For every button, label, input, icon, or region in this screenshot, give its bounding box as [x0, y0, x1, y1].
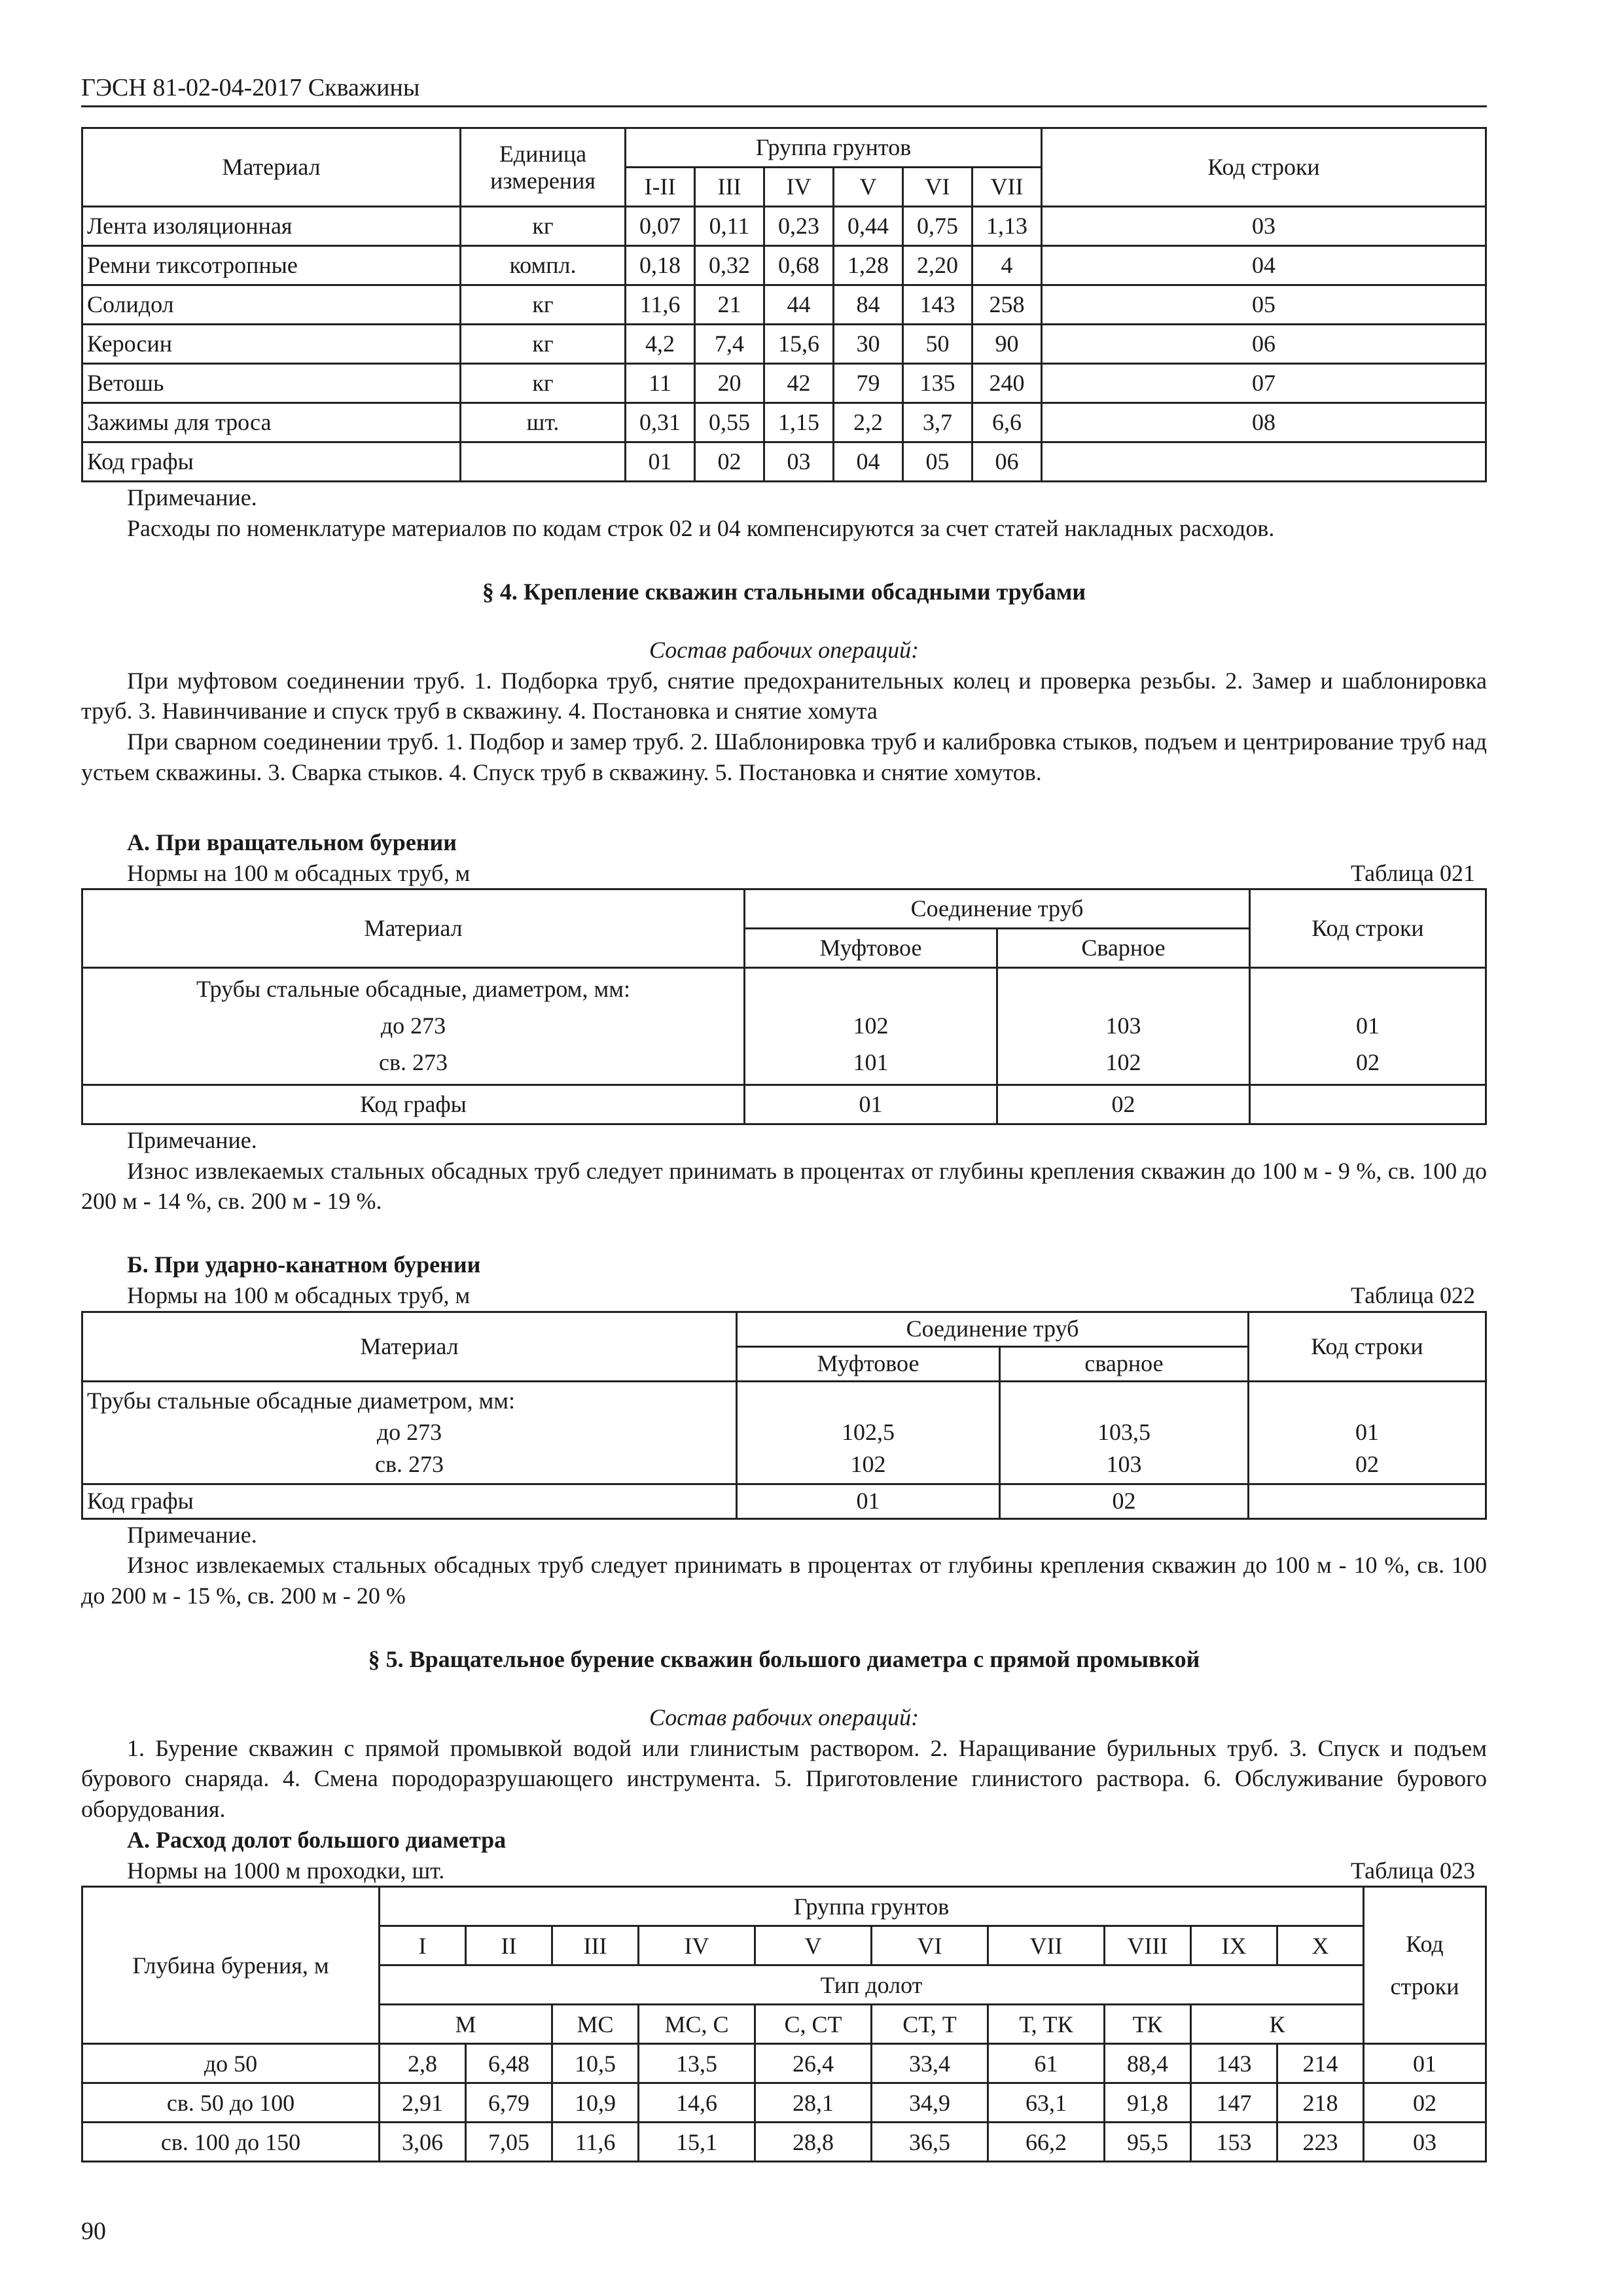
- group-header: I: [380, 1926, 466, 1965]
- cell: 06: [972, 442, 1042, 482]
- group-header: III: [552, 1926, 639, 1965]
- cell: 0,44: [834, 207, 903, 246]
- cell: 03: [764, 442, 834, 482]
- row-unit: кг: [461, 325, 626, 364]
- cell: 6,48: [466, 2044, 552, 2083]
- group-header: IV: [639, 1926, 755, 1965]
- cell: 103: [1105, 1013, 1141, 1039]
- weld-values: [997, 968, 1250, 1085]
- bit-type: М: [380, 2005, 552, 2044]
- row-name: Лента изоляционная: [82, 207, 461, 246]
- cell: 102: [853, 1013, 889, 1039]
- group-header: II: [466, 1926, 552, 1965]
- cell: 04: [834, 442, 903, 482]
- table-row: [82, 285, 1486, 325]
- note-label: Примечание.: [127, 1126, 257, 1153]
- row-code: 05: [1042, 285, 1486, 325]
- cell: 01: [1355, 1419, 1379, 1446]
- cell: 61: [988, 2044, 1105, 2083]
- table-row: [82, 2083, 1486, 2123]
- cell: 01: [737, 1484, 1000, 1518]
- cell: 02: [997, 1085, 1250, 1124]
- row-head: Трубы стальные обсадные, диаметром, мм:: [196, 976, 631, 1003]
- group-header: VII: [988, 1926, 1105, 1965]
- row-name: Ремни тиксотропные: [82, 246, 461, 285]
- row-label: св. 273: [375, 1450, 444, 1477]
- cell: 63,1: [988, 2083, 1105, 2123]
- table-number: Таблица 023: [1351, 1857, 1475, 1884]
- row-unit: кг: [461, 207, 626, 246]
- cell: 11,6: [552, 2123, 639, 2162]
- cell: 0,18: [626, 246, 695, 285]
- row-head: Трубы стальные обсадные диаметром, мм:: [87, 1387, 516, 1414]
- empty-cell: [1250, 1085, 1486, 1124]
- section-title: § 5. Вращательное бурение скважин большого диаметра с прямой промывкой: [368, 1645, 1200, 1672]
- col-header-muft: Муфтовое: [737, 1346, 1000, 1381]
- bit-type: К: [1191, 2005, 1364, 2044]
- row-label: св. 50 до 100: [82, 2083, 380, 2123]
- page-number: 90: [81, 2217, 106, 2245]
- cell: 11,6: [626, 285, 695, 325]
- cell: 103,5: [1097, 1419, 1150, 1446]
- table-row: [82, 2044, 1486, 2083]
- row-code: 07: [1042, 364, 1486, 403]
- cell: 02: [695, 442, 764, 482]
- group-header: VII: [972, 168, 1042, 207]
- norms-row: [81, 1280, 1487, 1311]
- cell: 3,7: [903, 403, 972, 442]
- section-title: § 4. Крепление скважин стальными обсадными трубами: [482, 578, 1086, 605]
- cell: 01: [745, 1085, 997, 1124]
- cell: 143: [903, 285, 972, 325]
- cell: 135: [903, 364, 972, 403]
- row-name: Ветошь: [82, 364, 461, 403]
- table-row: [82, 246, 1486, 285]
- code-values: [1250, 968, 1486, 1085]
- cell: 02: [1355, 1450, 1379, 1477]
- table-row: [82, 325, 1486, 364]
- table-row: [82, 403, 1486, 442]
- table-022: [81, 1311, 1487, 1520]
- cell: 6,6: [972, 403, 1042, 442]
- col-header-weld: Сварное: [997, 929, 1250, 968]
- operations-title: Состав рабочих операций:: [649, 636, 919, 663]
- group-header: V: [834, 168, 903, 207]
- cell: 95,5: [1105, 2123, 1191, 2162]
- cell: 66,2: [988, 2123, 1105, 2162]
- col-header-weld: сварное: [1000, 1346, 1249, 1381]
- row-label: до 273: [376, 1419, 442, 1446]
- cell: 147: [1191, 2083, 1277, 2123]
- row-name: Солидол: [82, 285, 461, 325]
- cell: 0,75: [903, 207, 972, 246]
- bit-type: МС, С: [639, 2005, 755, 2044]
- cell: 44: [764, 285, 834, 325]
- subsection-title: А. Расход долот большого диаметра: [127, 1826, 507, 1853]
- cell: 79: [834, 364, 903, 403]
- cell: 0,32: [695, 246, 764, 285]
- row-label: св. 100 до 150: [82, 2123, 380, 2162]
- group-header: VI: [903, 168, 972, 207]
- subsection-title: А. При вращательном бурении: [127, 829, 457, 855]
- norms-row: [81, 858, 1487, 889]
- muft-values: [745, 968, 997, 1085]
- cell: 02: [1356, 1049, 1380, 1075]
- col-header-code: Код строки: [1249, 1312, 1486, 1381]
- row-unit: компл.: [461, 246, 626, 285]
- row-code: 02: [1364, 2083, 1486, 2123]
- cell: 2,8: [380, 2044, 466, 2083]
- cell: 4: [972, 246, 1042, 285]
- bit-type: С, СТ: [755, 2005, 872, 2044]
- cell: 13,5: [639, 2044, 755, 2083]
- page-header: ГЭСН 81-02-04-2017 Скважины: [81, 72, 1487, 107]
- cell: 34,9: [872, 2083, 988, 2123]
- paragraph: 1. Бурение скважин с прямой промывкой водой или глинистым раствором. 2. Наращивание бурильных труб. 3. Спуск и подъем бурового снаряда. 4. Смена породоразрушающего инструмента. 5. Приготовление глинистого раствора. 6. Обслуживание бурового оборудования.: [81, 1734, 1487, 1823]
- cell: 7,05: [466, 2123, 552, 2162]
- paragraph: При сварном соединении труб. 1. Подбор и замер труб. 2. Шаблонировка труб и калибровка стыков, подъем и центрирование труб над устьем скважины. 3. Сварка стыков. 4. Спуск труб в скважину. 5. Постановка и снятие хомутов.: [81, 728, 1487, 785]
- cell: 153: [1191, 2123, 1277, 2162]
- group-header: X: [1277, 1926, 1364, 1965]
- table-number: Таблица 022: [1351, 1282, 1475, 1308]
- note-text: Расходы по номенклатуре материалов по кодам строк 02 и 04 компенсируются за счет статей накладных расходов.: [127, 515, 1275, 542]
- cell: 10,9: [552, 2083, 639, 2123]
- row-code: 06: [1042, 325, 1486, 364]
- empty-cell: [1042, 442, 1486, 482]
- cell: 0,31: [626, 403, 695, 442]
- note-text: Износ извлекаемых стальных обсадных труб следует принимать в процентах от глубины крепления скважин до 100 м - 9 %, св. 100 до 200 м - 14 %, св. 200 м - 19 %.: [81, 1157, 1487, 1215]
- cell: 28,1: [755, 2083, 872, 2123]
- cell: 15,1: [639, 2123, 755, 2162]
- cell: 240: [972, 364, 1042, 403]
- weld-values: [1000, 1381, 1249, 1484]
- bit-type-header: Тип долот: [380, 1965, 1364, 2005]
- cell: 6,79: [466, 2083, 552, 2123]
- col-header-muft: Муфтовое: [745, 929, 997, 968]
- cell: 0,68: [764, 246, 834, 285]
- col-header-code-text: Код строки: [1390, 1931, 1459, 2000]
- table-023: [81, 1886, 1487, 2162]
- cell: 26,4: [755, 2044, 872, 2083]
- cell: 1,15: [764, 403, 834, 442]
- group-header: IV: [764, 168, 834, 207]
- row-name: Керосин: [82, 325, 461, 364]
- table-row: [82, 968, 1486, 1085]
- cell: 90: [972, 325, 1042, 364]
- bit-type: Т, ТК: [988, 2005, 1105, 2044]
- row-label: до 50: [82, 2044, 380, 2083]
- page: [81, 72, 1487, 2162]
- col-header-joint: Соединение труб: [737, 1312, 1249, 1346]
- cell: 11: [626, 364, 695, 403]
- col-header-material: Материал: [82, 128, 461, 207]
- note-label: Примечание.: [127, 484, 257, 511]
- empty-cell: [1249, 1484, 1486, 1518]
- cell: 50: [903, 325, 972, 364]
- cell: 21: [695, 285, 764, 325]
- cell: 42: [764, 364, 834, 403]
- cell: 88,4: [1105, 2044, 1191, 2083]
- note-text: Износ извлекаемых стальных обсадных труб следует принимать в процентах от глубины крепления скважин до 100 м - 10 %, св. 100 до 200 м - 15 %, св. 200 м - 20 %: [81, 1552, 1487, 1609]
- table-number: Таблица 021: [1351, 859, 1475, 886]
- graph-code-label: Код графы: [82, 1484, 737, 1518]
- group-header: VIII: [1105, 1926, 1191, 1965]
- cell: 4,2: [626, 325, 695, 364]
- cell: 102: [850, 1450, 886, 1477]
- cell: 28,8: [755, 2123, 872, 2162]
- col-header-code: Код строки: [1042, 128, 1486, 207]
- cell: 218: [1277, 2083, 1364, 2123]
- col-header-unit: Единица измерения: [461, 128, 626, 207]
- table-row: [82, 207, 1486, 246]
- note-label: Примечание.: [127, 1521, 257, 1548]
- subsection-title: Б. При ударно-канатном бурении: [127, 1251, 481, 1278]
- cell: 102,5: [842, 1419, 895, 1446]
- cell: 103: [1106, 1450, 1142, 1477]
- cell: 3,06: [380, 2123, 466, 2162]
- row-label: св. 273: [379, 1049, 448, 1075]
- cell: 2,20: [903, 246, 972, 285]
- row-code: 03: [1364, 2123, 1486, 2162]
- cell: 223: [1277, 2123, 1364, 2162]
- col-header-material: Материал: [82, 889, 745, 968]
- norms-text: Нормы на 100 м обсадных труб, м: [127, 859, 471, 886]
- cell: 214: [1277, 2044, 1364, 2083]
- row-code: 04: [1042, 246, 1486, 285]
- cell: 30: [834, 325, 903, 364]
- col-header-joint: Соединение труб: [745, 889, 1250, 929]
- cell: 02: [1000, 1484, 1249, 1518]
- materials-table: [81, 127, 1487, 482]
- table-row: [82, 364, 1486, 403]
- cell: 0,55: [695, 403, 764, 442]
- graph-code-row: [82, 1484, 1486, 1518]
- graph-code-label: Код графы: [82, 442, 461, 482]
- table-row: [82, 2123, 1486, 2162]
- cell: 2,91: [380, 2083, 466, 2123]
- cell: 0,11: [695, 207, 764, 246]
- cell: 10,5: [552, 2044, 639, 2083]
- cell: 91,8: [1105, 2083, 1191, 2123]
- col-header-code: [1364, 1887, 1486, 2044]
- col-header-group: Группа грунтов: [380, 1887, 1364, 1926]
- graph-code-row: [82, 442, 1486, 482]
- cell: 102: [1105, 1049, 1141, 1075]
- group-header: I-II: [626, 168, 695, 207]
- muft-values: [737, 1381, 1000, 1484]
- bit-type: СТ, Т: [872, 2005, 988, 2044]
- row-labels: [82, 1381, 737, 1484]
- cell: 1,28: [834, 246, 903, 285]
- graph-code-row: [82, 1085, 1486, 1124]
- col-header-material: Материал: [82, 1312, 737, 1381]
- row-unit: шт.: [461, 403, 626, 442]
- col-header-group: Группа грунтов: [626, 128, 1042, 168]
- cell: 258: [972, 285, 1042, 325]
- cell: 20: [695, 364, 764, 403]
- norms-text: Нормы на 1000 м проходки, шт.: [127, 1857, 445, 1884]
- bit-type: ТК: [1105, 2005, 1191, 2044]
- table-row: [82, 1381, 1486, 1484]
- row-unit: кг: [461, 285, 626, 325]
- operations-title: Состав рабочих операций:: [649, 1704, 919, 1731]
- col-header-code: Код строки: [1250, 889, 1486, 968]
- cell: 84: [834, 285, 903, 325]
- cell: 0,23: [764, 207, 834, 246]
- row-name: Зажимы для троса: [82, 403, 461, 442]
- norms-text: Нормы на 100 м обсадных труб, м: [127, 1282, 471, 1308]
- cell: 01: [1356, 1013, 1380, 1039]
- cell: 143: [1191, 2044, 1277, 2083]
- graph-code-label: Код графы: [82, 1085, 745, 1124]
- cell: 0,07: [626, 207, 695, 246]
- cell: 7,4: [695, 325, 764, 364]
- row-code: 08: [1042, 403, 1486, 442]
- cell: 05: [903, 442, 972, 482]
- code-values: [1249, 1381, 1486, 1484]
- group-header: IX: [1191, 1926, 1277, 1965]
- paragraph: При муфтовом соединении труб. 1. Подборка труб, снятие предохранительных колец и проверка резьбы. 2. Замер и шаблонировка труб. 3. Навинчивание и спуск труб в скважину. 4. Постановка и снятие хомута: [81, 667, 1487, 725]
- cell: 33,4: [872, 2044, 988, 2083]
- row-code: 01: [1364, 2044, 1486, 2083]
- col-header-depth: Глубина бурения, м: [82, 1887, 380, 2044]
- cell: 15,6: [764, 325, 834, 364]
- cell: 1,13: [972, 207, 1042, 246]
- row-code: 03: [1042, 207, 1486, 246]
- cell: 01: [626, 442, 695, 482]
- table-021: [81, 888, 1487, 1124]
- row-labels: [82, 968, 745, 1085]
- cell: 101: [853, 1049, 889, 1075]
- group-header: V: [755, 1926, 872, 1965]
- group-header: VI: [872, 1926, 988, 1965]
- row-label: до 273: [380, 1013, 446, 1039]
- norms-row: [81, 1856, 1487, 1886]
- group-header: III: [695, 168, 764, 207]
- empty-cell: [461, 442, 626, 482]
- cell: 2,2: [834, 403, 903, 442]
- cell: 14,6: [639, 2083, 755, 2123]
- row-unit: кг: [461, 364, 626, 403]
- cell: 36,5: [872, 2123, 988, 2162]
- bit-type: МС: [552, 2005, 639, 2044]
